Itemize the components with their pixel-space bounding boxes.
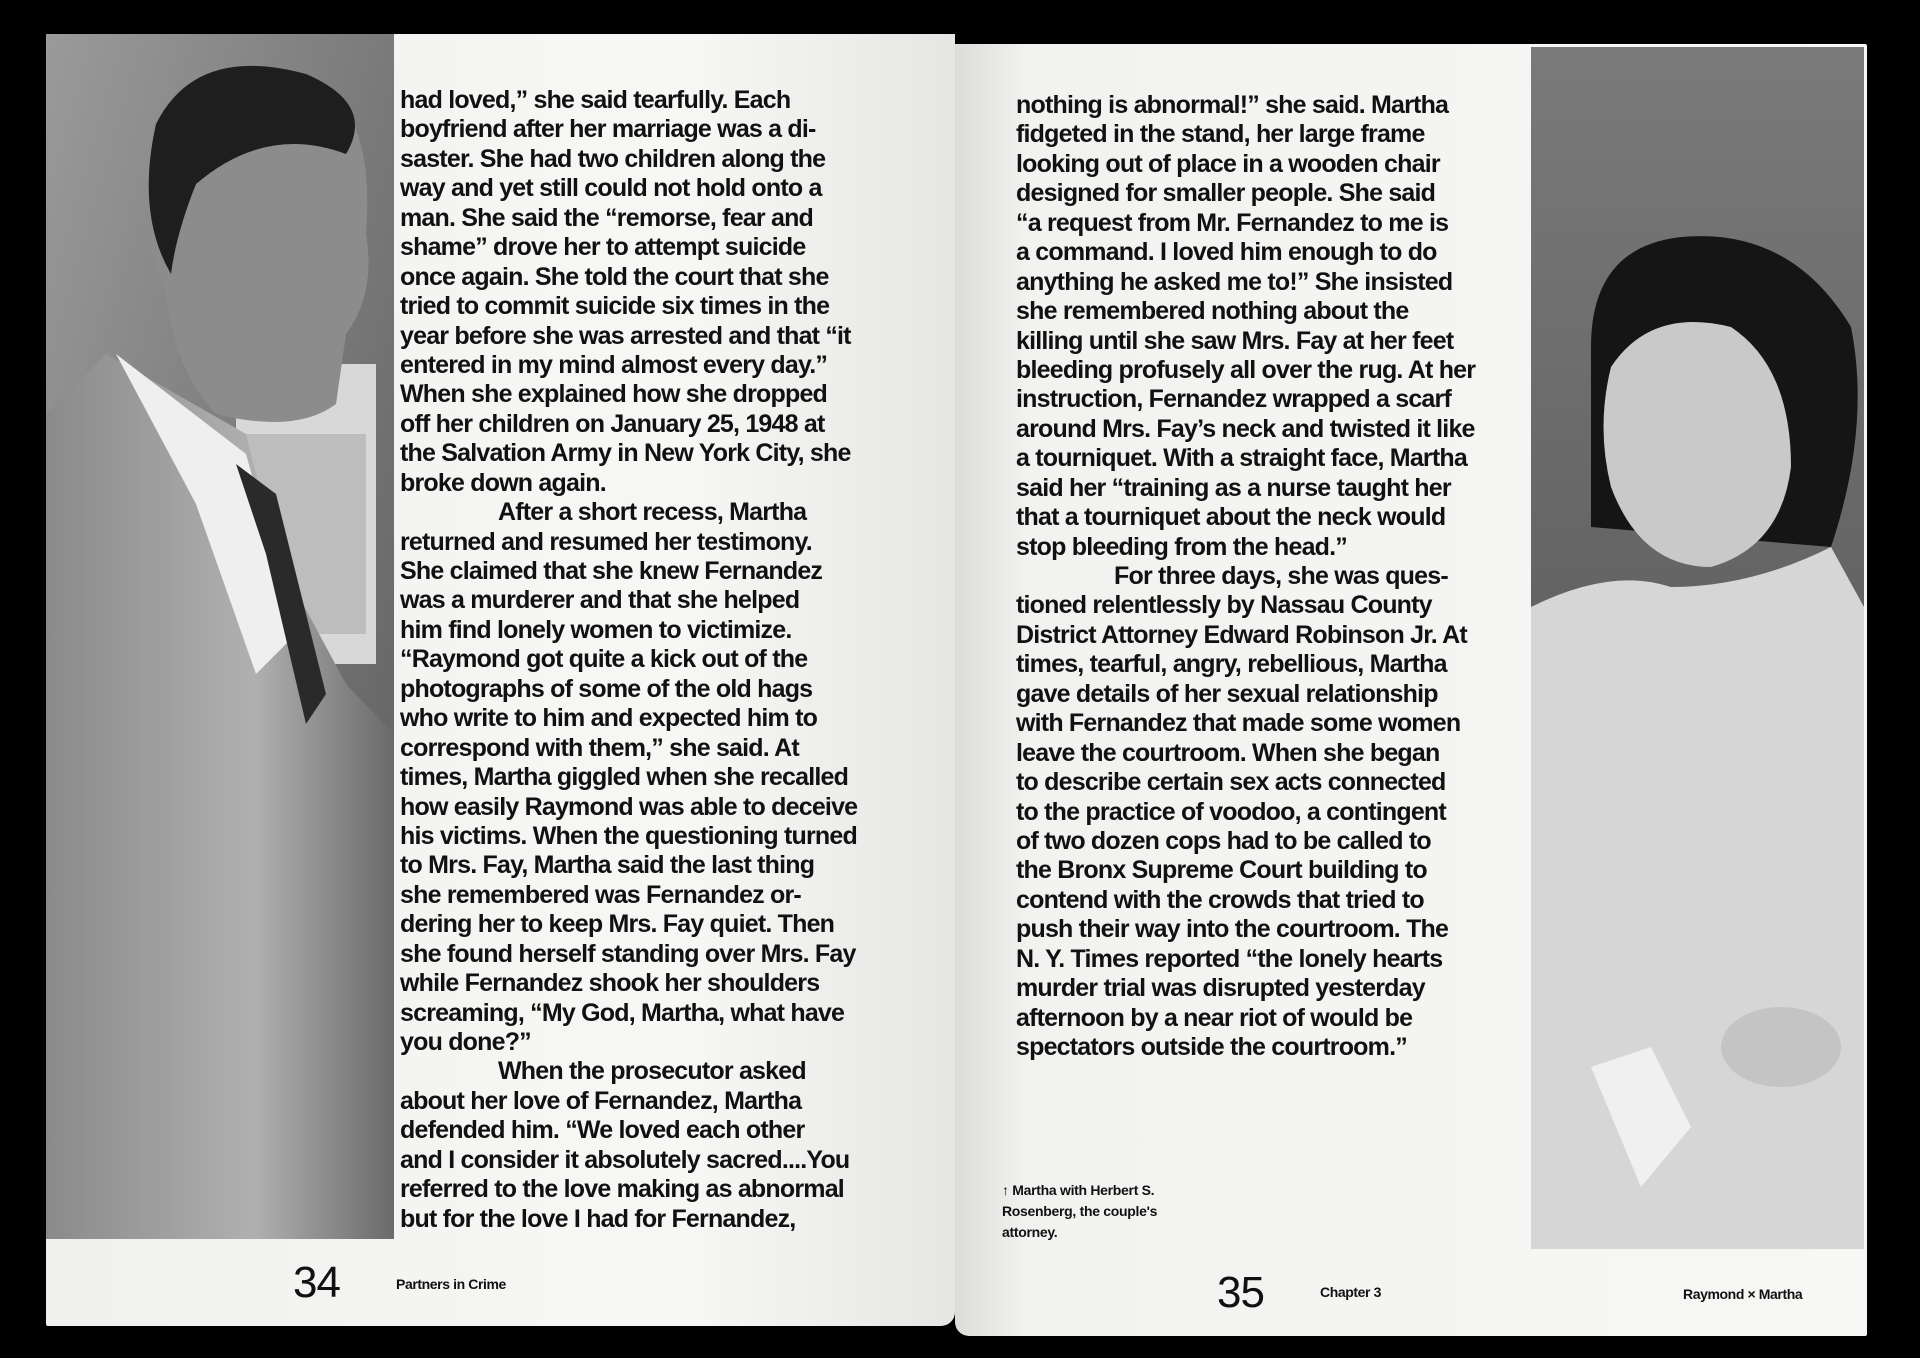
text-line: his victims. When the questioning turned xyxy=(400,821,857,850)
text-line: the Bronx Supreme Court building to xyxy=(1016,856,1427,885)
text-line: returned and resumed her testimony. xyxy=(400,527,812,556)
text-line: “Raymond got quite a kick out of the xyxy=(400,645,808,674)
text-line: killing until she saw Mrs. Fay at her feet xyxy=(1016,326,1454,355)
text-line: times, Martha giggled when she recalled xyxy=(400,763,849,792)
text-line: She claimed that she knew Fernandez xyxy=(400,557,823,585)
text-line: instruction, Fernandez wrapped a scarf xyxy=(1016,385,1451,414)
text-line: spectators outside the courtroom.” xyxy=(1016,1033,1407,1061)
text-line: to Mrs. Fay, Martha said the last thing xyxy=(400,851,815,880)
text-line: way and yet still could not hold onto a xyxy=(400,174,822,203)
text-line: afternoon by a near riot of would be xyxy=(1016,1003,1413,1032)
text-line: she remembered was Fernandez or- xyxy=(400,880,801,909)
text-line: designed for smaller people. She said xyxy=(1016,179,1436,208)
running-head-right: Raymond × Martha xyxy=(1683,1286,1803,1302)
text-line: correspond with them,” she said. At xyxy=(400,733,799,762)
text-line: nothing is abnormal!” she said. Martha xyxy=(1016,91,1449,119)
text-line: “a request from Mr. Fernandez to me is xyxy=(1016,208,1449,237)
text-line: gave details of her sexual relationship xyxy=(1016,679,1438,708)
text-line: you done?” xyxy=(400,1028,531,1056)
text-line: looking out of place in a wooden chair xyxy=(1016,149,1440,178)
text-line: a tourniquet. With a straight face, Martha xyxy=(1016,444,1467,473)
text-line: with Fernandez that made some women xyxy=(1016,709,1461,738)
text-line: anything he asked me to!” She insisted xyxy=(1016,267,1453,296)
text-line: tioned relentlessly by Nassau County xyxy=(1016,591,1432,620)
text-line: had loved,” she said tearfully. Each xyxy=(400,86,791,114)
left-body-text xyxy=(400,86,857,1234)
page-number-left: 34 xyxy=(293,1258,340,1307)
text-line: that a tourniquet about the neck would xyxy=(1016,503,1446,532)
text-line: bleeding profusely all over the rug. At her xyxy=(1016,355,1476,384)
text-line: about her love of Fernandez, Martha xyxy=(400,1086,802,1115)
text-line: N. Y. Times reported “the lonely hearts xyxy=(1016,944,1443,973)
text-line: push their way into the courtroom. The xyxy=(1016,915,1449,944)
text-line: said her “training as a nurse taught her xyxy=(1016,473,1451,502)
text-line: dering her to keep Mrs. Fay quiet. Then xyxy=(400,910,835,939)
caption-line: ↑ Martha with Herbert S. xyxy=(1002,1182,1155,1198)
text-line: off her children on January 25, 1948 at xyxy=(400,409,825,438)
text-line: When she explained how she dropped xyxy=(400,380,828,409)
text-line: For three days, she was ques- xyxy=(1114,562,1448,590)
text-line: times, tearful, angry, rebellious, Martha xyxy=(1016,650,1447,679)
photo-martha-beck xyxy=(1531,47,1864,1249)
text-line: of two dozen cops had to be called to xyxy=(1016,826,1431,855)
text-line: referred to the love making as abnormal xyxy=(400,1175,844,1204)
text-line: saster. She had two children along the xyxy=(400,144,826,173)
text-line: screaming, “My God, Martha, what have xyxy=(400,998,845,1027)
text-line: defended him. “We loved each other xyxy=(400,1116,805,1145)
text-line: After a short recess, Martha xyxy=(498,498,807,527)
caption-line: Rosenberg, the couple's xyxy=(1002,1203,1158,1219)
text-line: boyfriend after her marriage was a di- xyxy=(400,115,816,144)
text-line: while Fernandez shook her shoulders xyxy=(400,969,820,998)
text-line: once again. She told the court that she xyxy=(400,262,829,291)
text-line: how easily Raymond was able to deceive xyxy=(400,792,858,821)
page-number-right: 35 xyxy=(1217,1268,1264,1317)
caption-line: attorney. xyxy=(1002,1224,1058,1240)
running-head-left: Partners in Crime xyxy=(396,1276,506,1292)
photo-raymond-fernandez xyxy=(46,34,394,1239)
text-line: murder trial was disrupted yesterday xyxy=(1016,974,1425,1003)
text-line: shame” drove her to attempt suicide xyxy=(400,233,806,262)
text-line: she found herself standing over Mrs. Fay xyxy=(400,939,856,968)
text-line: stop bleeding from the head.” xyxy=(1016,532,1347,561)
text-line: tried to commit suicide six times in the xyxy=(400,292,830,321)
text-line: leave the courtroom. When she began xyxy=(1016,738,1440,767)
text-line: was a murderer and that she helped xyxy=(400,586,800,615)
text-line: to the practice of voodoo, a contingent xyxy=(1016,797,1446,826)
text-line: entered in my mind almost every day.” xyxy=(400,350,828,379)
text-line: fidgeted in the stand, her large frame xyxy=(1016,120,1425,149)
text-line: District Attorney Edward Robinson Jr. At xyxy=(1016,620,1467,649)
text-line: who write to him and expected him to xyxy=(400,704,818,733)
text-line: but for the love I had for Fernandez, xyxy=(400,1204,796,1233)
text-line: she remembered nothing about the xyxy=(1016,297,1409,326)
text-line: him find lonely women to victimize. xyxy=(400,615,792,644)
chapter-label: Chapter 3 xyxy=(1320,1284,1381,1300)
text-line: the Salvation Army in New York City, she xyxy=(400,439,851,468)
text-line: and I consider it absolutely sacred....You xyxy=(400,1145,850,1174)
text-line: photographs of some of the old hags xyxy=(400,674,813,703)
text-line: broke down again. xyxy=(400,468,606,497)
text-line: man. She said the “remorse, fear and xyxy=(400,203,814,232)
text-line: a command. I loved him enough to do xyxy=(1016,238,1437,267)
text-line: contend with the crowds that tried to xyxy=(1016,885,1424,914)
text-line: When the prosecutor asked xyxy=(498,1057,806,1086)
text-line: year before she was arrested and that “it xyxy=(400,321,851,350)
right-body-text xyxy=(1016,91,1475,1062)
photo-caption xyxy=(1002,1180,1157,1243)
text-line: to describe certain sex acts connected xyxy=(1016,768,1446,797)
text-line: around Mrs. Fay’s neck and twisted it like xyxy=(1016,414,1475,443)
